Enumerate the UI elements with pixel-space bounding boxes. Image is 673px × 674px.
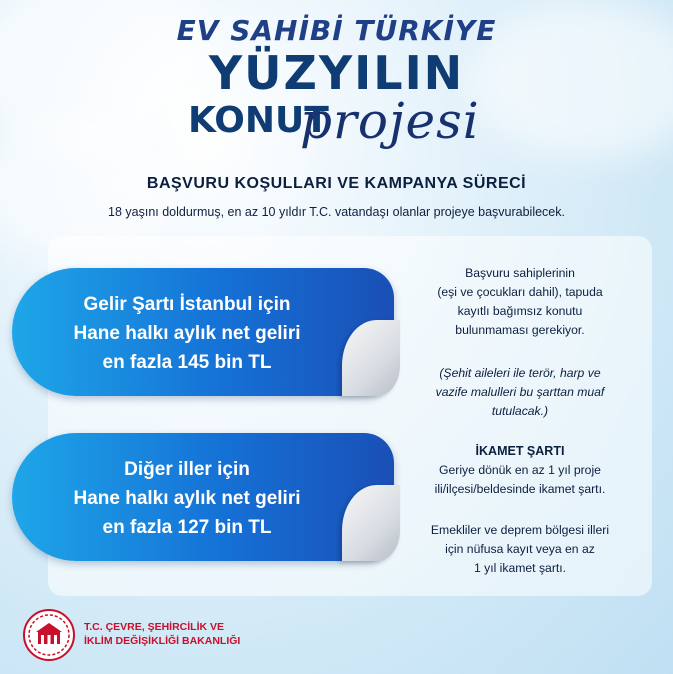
text-line: ili/ilçesi/beldesinde ikamet şartı.	[434, 482, 606, 496]
text-line: vazife malulleri bu şarttan muaf	[435, 385, 605, 399]
text-line: bulunmaması gerekiyor.	[455, 323, 585, 337]
pill-line: Hane halkı aylık net geliri	[73, 323, 301, 344]
pill-line: en fazla 127 bin TL	[102, 517, 272, 538]
header-line2: YÜZYILIN	[208, 46, 465, 100]
ministry-name	[84, 620, 240, 648]
pill-line: en fazla 145 bin TL	[102, 352, 272, 373]
header-line3: KONUT	[188, 100, 329, 141]
ministry-line: T.C. ÇEVRE, ŞEHİRCİLİK VE	[84, 621, 225, 633]
page-subtitle: BAŞVURU KOŞULLARI VE KAMPANYA SÜRECİ	[146, 175, 527, 192]
intro-text: 18 yaşını doldurmuş, en az 10 yıldır T.C. vatandaşı olanlar projeye başvurabilecek.	[108, 205, 565, 219]
header-script: projesi	[300, 92, 480, 150]
exemption-note	[404, 364, 636, 421]
ministry-line: İKLİM DEĞİŞİKLİĞİ BAKANLIĞI	[84, 635, 241, 647]
residence-condition	[404, 461, 636, 499]
ministry-emblem-icon	[22, 608, 76, 662]
text-line: için nüfusa kayıt veya en az	[445, 542, 595, 556]
pill-line: Diğer iller için	[124, 459, 250, 480]
residence-title: İKAMET ŞARTI	[475, 444, 565, 458]
text-line: 1 yıl ikamet şartı.	[473, 561, 567, 575]
retiree-condition	[404, 521, 636, 578]
pill-line: Hane halkı aylık net geliri	[73, 488, 301, 509]
pill-line: Gelir Şartı İstanbul için	[83, 294, 291, 315]
text-line: kayıtlı bağımsız konutu	[457, 304, 583, 318]
text-line: Başvuru sahiplerinin	[465, 266, 575, 280]
text-line: Emekliler ve deprem bölgesi illeri	[430, 523, 610, 537]
text-line: tutulacak.)	[491, 404, 549, 418]
text-line: Geriye dönük en az 1 yıl proje	[439, 463, 601, 477]
text-line: (eşi ve çocukları dahil), tapuda	[437, 285, 603, 299]
income-pill-istanbul	[12, 268, 394, 396]
header-line1: EV SAHİBİ TÜRKİYE	[176, 14, 497, 47]
text-line: (Şehit aileleri ile terör, harp ve	[439, 366, 601, 380]
income-pill-other-cities	[12, 433, 394, 561]
ownership-condition	[404, 264, 636, 340]
